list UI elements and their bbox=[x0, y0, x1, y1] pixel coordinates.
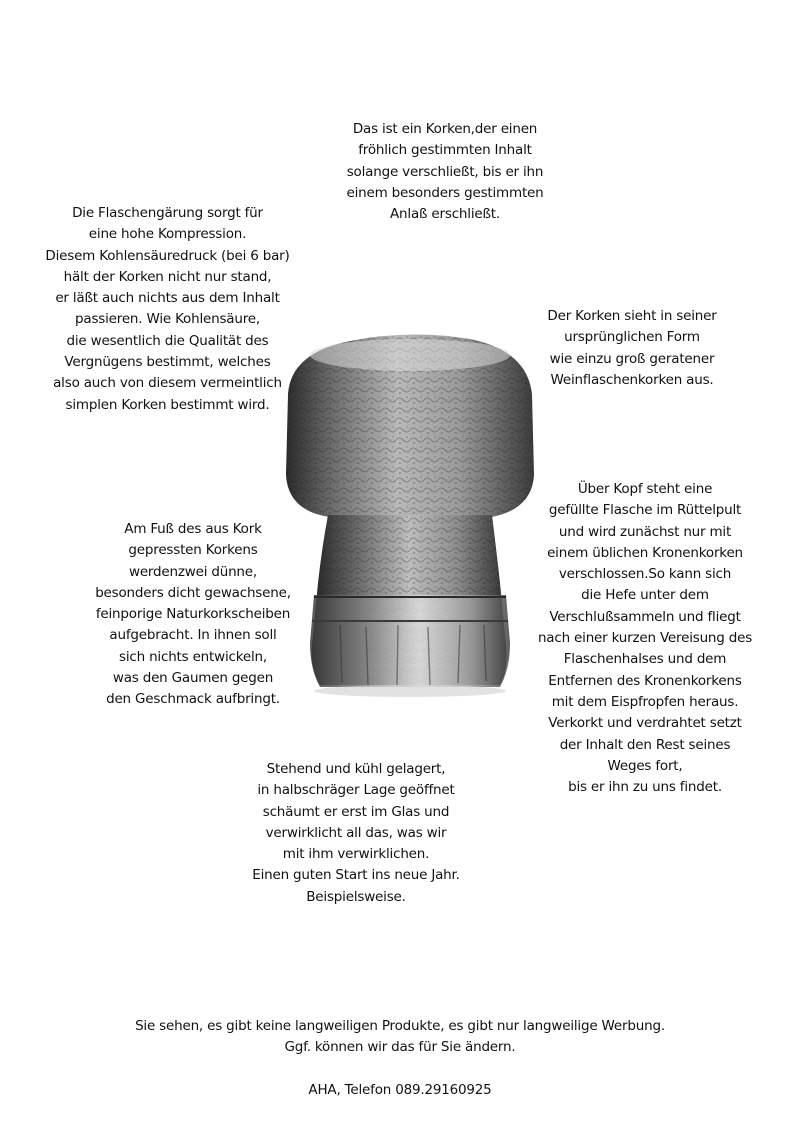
text-line: Verschlußsammeln und fliegt bbox=[549, 608, 741, 625]
text-line: Über Kopf steht eine bbox=[577, 481, 713, 497]
text-line: Flaschenhalses und dem bbox=[563, 651, 727, 668]
text-line: einem besonders gestimmten bbox=[346, 184, 544, 201]
text-line: gepressten Korkens bbox=[128, 542, 258, 559]
paragraph-riddling-process bbox=[530, 479, 760, 798]
text-line: Die Flaschengärung sorgt für bbox=[72, 205, 263, 221]
text-line: mit dem Eispfropfen heraus. bbox=[551, 693, 739, 710]
text-line: Ggf. können wir das für Sie ändern. bbox=[284, 1039, 516, 1056]
contact-line bbox=[200, 1080, 600, 1101]
paragraph-cork-discs bbox=[88, 519, 298, 711]
text-line: in halbschräger Lage geöffnet bbox=[257, 782, 455, 799]
text-line: Vergnügens bestimmt, welches bbox=[64, 354, 271, 371]
text-line: wie einzu groß geratener bbox=[549, 350, 715, 367]
paragraph-serving bbox=[236, 759, 476, 908]
text-line: und wird zunächst nur mit bbox=[558, 523, 732, 540]
text-line: was den Gaumen gegen bbox=[112, 670, 274, 687]
text-line: Das ist ein Korken,der einen bbox=[352, 121, 538, 137]
text-line: Stehend und kühl gelagert, bbox=[266, 761, 446, 777]
text-line: nach einer kurzen Vereisung des bbox=[537, 630, 753, 647]
text-line: Weges fort, bbox=[607, 757, 683, 774]
text-line: Anlaß erschließt. bbox=[390, 206, 500, 223]
text-line: gefüllte Flasche im Rüttelpult bbox=[548, 502, 742, 519]
text-line: Sie sehen, es gibt keine langweiligen Produkte, es gibt nur langweilige Werbung. bbox=[135, 1018, 665, 1034]
text-line: der Inhalt den Rest seines bbox=[559, 736, 731, 753]
text-line: verschlossen.So kann sich bbox=[558, 566, 732, 583]
text-line: er läßt auch nichts aus dem Inhalt bbox=[55, 290, 280, 307]
text-line: eine hohe Kompression. bbox=[88, 226, 247, 243]
text-line: Entfernen des Kronenkorkens bbox=[548, 672, 742, 689]
text-line: mit ihm verwirklichen. bbox=[282, 846, 430, 863]
text-line: Beispielsweise. bbox=[306, 888, 406, 905]
text-line: Der Korken sieht in seiner bbox=[547, 308, 717, 324]
text-line: sich nichts entwickeln, bbox=[119, 648, 267, 665]
text-line: schäumt er erst im Glas und bbox=[262, 803, 450, 820]
footer-slogan bbox=[100, 1016, 700, 1059]
text-line: werdenzwei dünne, bbox=[128, 563, 257, 580]
text-line: Einen guten Start ins neue Jahr. bbox=[252, 867, 460, 884]
text-line: hält der Korken nicht nur stand, bbox=[63, 268, 272, 285]
text-line: den Geschmack aufbringt. bbox=[106, 691, 280, 708]
text-line: passieren. Wie Kohlensäure, bbox=[75, 311, 260, 328]
paragraph-original-shape bbox=[522, 306, 742, 391]
contact-text: AHA, Telefon 089.29160925 bbox=[308, 1082, 492, 1098]
text-line: Am Fuß des aus Kork bbox=[124, 521, 262, 537]
text-line: verwirklicht all das, was wir bbox=[265, 824, 447, 841]
text-line: bis er ihn zu uns findet. bbox=[568, 779, 722, 796]
text-line: besonders dicht gewachsene, bbox=[95, 584, 291, 601]
text-line: ursprünglichen Form bbox=[564, 329, 700, 346]
text-line: aufgebracht. In ihnen soll bbox=[109, 627, 277, 644]
text-line: also auch von diesem vermeintlich bbox=[53, 375, 282, 392]
text-line: solange verschließt, bis er ihn bbox=[346, 163, 544, 180]
text-line: Verkorkt und verdrahtet setzt bbox=[548, 715, 742, 732]
text-line: simplen Korken bestimmt wird. bbox=[65, 396, 270, 413]
paragraph-bottle-fermentation bbox=[40, 203, 295, 416]
text-line: einem üblichen Kronenkorken bbox=[547, 544, 743, 561]
text-line: Diesem Kohlensäuredruck (bei 6 bar) bbox=[45, 247, 290, 264]
text-line: die wesentlich die Qualität des bbox=[66, 332, 269, 349]
text-line: die Hefe unter dem bbox=[581, 587, 709, 604]
text-line: feinporige Naturkorkscheiben bbox=[95, 606, 291, 623]
paragraph-cork-intro bbox=[330, 119, 560, 225]
text-line: Weinflaschenkorken aus. bbox=[550, 371, 714, 388]
champagne-cork-image bbox=[270, 325, 550, 725]
text-line: fröhlich gestimmten Inhalt bbox=[358, 142, 532, 159]
